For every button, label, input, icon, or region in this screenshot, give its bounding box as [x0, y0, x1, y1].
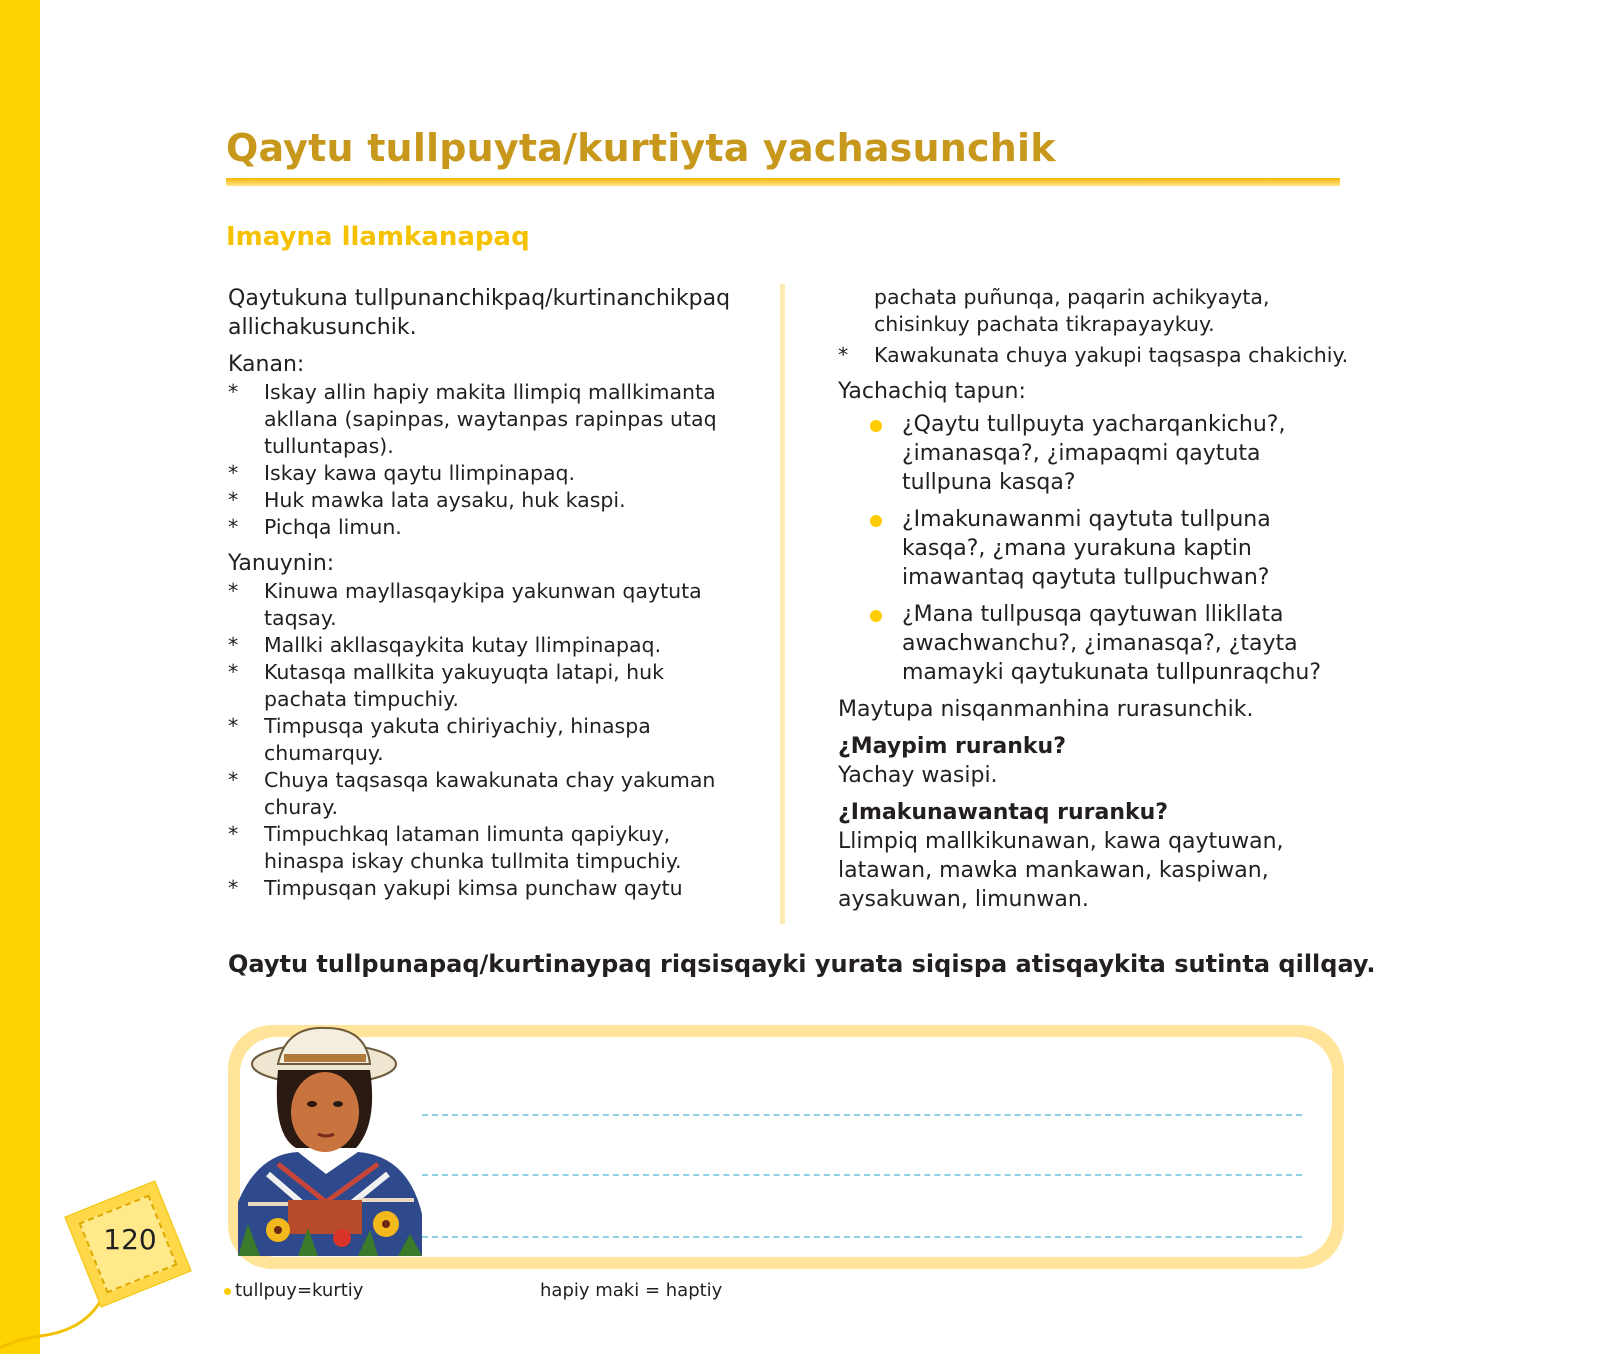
asterisk-icon: *	[228, 768, 239, 792]
footnote-text: tullpuy=kurtiy	[235, 1280, 364, 1301]
question-line: ¿Qaytu tullpuyta yacharqankichu?,	[902, 412, 1286, 437]
bullet-dot-icon	[224, 1288, 231, 1295]
bullet-dot-icon	[870, 515, 882, 527]
list-item	[228, 767, 748, 821]
list-item	[228, 578, 748, 632]
question-item	[838, 410, 1358, 497]
kanan-label: Kanan:	[228, 352, 305, 377]
item-line: Iskay kawa qaytu llimpinapaq.	[264, 461, 576, 485]
answer-text: Yachay wasipi.	[838, 763, 998, 788]
list-item	[228, 460, 748, 487]
yanuynin-label: Yanuynin:	[228, 551, 335, 576]
question-line: imawantaq qaytuta tullpuchwan?	[902, 565, 1270, 590]
question-heading: ¿Imakunawantaq ruranku?	[838, 800, 1169, 825]
list-item	[228, 713, 748, 767]
answer-text	[838, 827, 1358, 914]
question-item	[838, 505, 1358, 592]
item-line: Kutasqa mallkita yakuyuqta latapi, huk	[264, 660, 665, 684]
intro-line: allichakusunchik.	[228, 315, 417, 340]
question-heading: ¿Maypim ruranku?	[838, 734, 1066, 759]
list-item	[228, 379, 748, 460]
asterisk-icon: *	[228, 876, 239, 900]
question-list	[838, 410, 1358, 687]
answer-line: Llimpiq mallkikunawan, kawa qaytuwan,	[838, 829, 1284, 854]
bullet-dot-icon	[870, 610, 882, 622]
list-item	[838, 342, 1358, 369]
yachachiq-label: Yachachiq tapun:	[838, 379, 1026, 404]
item-line: Pichqa limun.	[264, 515, 402, 539]
list-item	[228, 875, 748, 902]
left-column	[228, 284, 748, 902]
closing-text: Maytupa nisqanmanhina rurasunchik.	[838, 697, 1254, 722]
item-line: akllana (sapinpas, waytanpas rapinpas utaq	[264, 407, 717, 431]
item-line: chisinkuy pachata tikrapayaykuy.	[874, 312, 1215, 336]
asterisk-icon: *	[228, 822, 239, 846]
item-line: Chuya taqsasqa kawakunata chay yakuman	[264, 768, 716, 792]
activity-instruction: Qaytu tullpunapaq/kurtinaypaq riqsisqayki yurata siqispa atisqaykita sutinta qillqay.	[228, 950, 1376, 978]
item-line: chumarquy.	[264, 741, 384, 765]
section-heading: Imayna llamkanapaq	[226, 222, 530, 252]
writing-line[interactable]	[422, 1236, 1302, 1238]
item-line: pachata puñunqa, paqarin achikyayta,	[874, 285, 1270, 309]
list-item	[228, 514, 748, 541]
footnote-text: hapiy maki = haptiy	[540, 1280, 723, 1301]
list-item	[228, 821, 748, 875]
item-line: Kinuwa mayllasqaykipa yakunwan qaytuta	[264, 579, 702, 603]
item-line: Timpusqa yakuta chiriyachiy, hinaspa	[264, 714, 651, 738]
item-line: churay.	[264, 795, 338, 819]
asterisk-icon: *	[228, 660, 239, 684]
item-line: taqsay.	[264, 606, 337, 630]
bullet-dot-icon	[870, 420, 882, 432]
item-line: pachata timpuchiy.	[264, 687, 459, 711]
right-column	[838, 284, 1358, 914]
asterisk-icon: *	[228, 714, 239, 738]
item-line: Huk mawka lata aysaku, huk kaspi.	[264, 488, 626, 512]
question-line: ¿Imakunawanmi qaytuta tullpuna	[902, 507, 1271, 532]
asterisk-icon: *	[228, 488, 239, 512]
item-line: hinaspa iskay chunka tullmita timpuchiy.	[264, 849, 682, 873]
asterisk-icon: *	[838, 343, 849, 367]
column-divider	[780, 284, 785, 924]
yanuynin-list	[228, 578, 748, 902]
continued-list	[838, 342, 1358, 369]
asterisk-icon: *	[228, 380, 239, 404]
answer-line: latawan, mawka mankawan, kaspiwan,	[838, 858, 1269, 883]
asterisk-icon: *	[228, 633, 239, 657]
title-underline	[226, 178, 1340, 186]
question-item	[838, 600, 1358, 687]
answer-line: aysakuwan, limunwan.	[838, 887, 1089, 912]
question-line: ¿imanasqa?, ¿imapaqmi qaytuta	[902, 441, 1261, 466]
continued-item	[838, 284, 1358, 338]
writing-line[interactable]	[422, 1114, 1302, 1116]
page-title: Qaytu tullpuyta/kurtiyta yachasunchik	[226, 126, 1056, 170]
question-line: tullpuna kasqa?	[902, 470, 1076, 495]
list-item	[228, 632, 748, 659]
question-line: awachwanchu?, ¿imanasqa?, ¿tayta	[902, 631, 1298, 656]
girl-illustration	[238, 1024, 422, 1256]
item-line: Kawakunata chuya yakupi taqsaspa chakichiy.	[874, 343, 1349, 367]
writing-line[interactable]	[422, 1174, 1302, 1176]
asterisk-icon: *	[228, 461, 239, 485]
list-item	[228, 659, 748, 713]
footnote-definition	[224, 1280, 363, 1301]
asterisk-icon: *	[228, 515, 239, 539]
kanan-list	[228, 379, 748, 541]
left-margin-bar	[0, 0, 40, 1354]
item-line: Iskay allin hapiy makita llimpiq mallkimanta	[264, 380, 716, 404]
question-line: kasqa?, ¿mana yurakuna kaptin	[902, 536, 1252, 561]
item-line: Mallki akllasqaykita kutay llimpinapaq.	[264, 633, 662, 657]
item-line: Timpuchkaq lataman limunta qapiykuy,	[264, 822, 671, 846]
footnote-definition	[540, 1280, 722, 1301]
asterisk-icon: *	[228, 579, 239, 603]
question-line: ¿Mana tullpusqa qaytuwan llikllata	[902, 602, 1284, 627]
page-number: 120	[103, 1223, 157, 1256]
intro-line: Qaytukuna tullpunanchikpaq/kurtinanchikpaq	[228, 286, 731, 311]
question-line: mamayki qaytukunata tullpunraqchu?	[902, 660, 1322, 685]
intro-text	[228, 284, 748, 342]
list-item	[228, 487, 748, 514]
item-line: Timpusqan yakupi kimsa punchaw qaytu	[264, 876, 683, 900]
item-line: tulluntapas).	[264, 434, 394, 458]
